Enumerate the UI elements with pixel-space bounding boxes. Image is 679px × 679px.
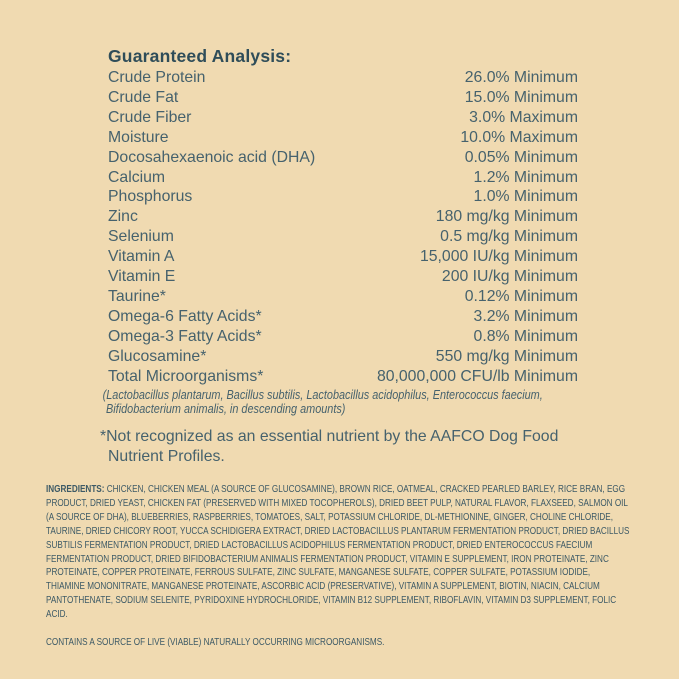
nutrient-value: 550 mg/kg Minimum (435, 347, 578, 365)
nutrient-row (108, 347, 578, 367)
nutrient-value: 10.0% Maximum (460, 128, 578, 146)
nutrient-row (108, 367, 578, 387)
nutrient-value: 80,000,000 CFU/lb Minimum (376, 367, 578, 385)
nutrient-label: Vitamin E (108, 268, 176, 286)
nutrient-row (108, 327, 578, 347)
nutrient-row (108, 68, 578, 88)
aafco-footnote: *Not recognized as an essential nutrient by the AAFCO Dog Food Nutrient Profiles. (100, 428, 559, 465)
nutrient-label: Taurine* (108, 287, 166, 305)
nutrient-label: Crude Fiber (108, 108, 192, 126)
nutrient-value: 1.0% Minimum (473, 188, 578, 206)
nutrient-row (108, 307, 578, 327)
nutrient-value: 15,000 IU/kg Minimum (419, 248, 578, 266)
nutrient-label: Total Microorganisms* (108, 367, 264, 385)
guaranteed-analysis-heading: Guaranteed Analysis: (108, 46, 292, 66)
nutrient-label: Glucosamine* (108, 347, 207, 365)
nutrient-label: Phosphorus (108, 188, 193, 206)
nutrient-value: 1.2% Minimum (473, 168, 578, 186)
nutrient-label: Omega-3 Fatty Acids* (108, 327, 262, 345)
nutrient-value: 15.0% Minimum (464, 88, 578, 106)
nutrient-row (108, 187, 578, 207)
microorganisms-species-note: (Lactobacillus plantarum, Bacillus subtilis, Lactobacillus acidophilus, Enterococcus faecium, Bifidobacterium animalis, in descending amounts) (102, 387, 543, 417)
nutrient-label: Crude Protein (108, 69, 206, 86)
nutrient-label: Selenium (108, 228, 174, 246)
nutrient-row (108, 108, 578, 128)
nutrient-value: 0.12% Minimum (464, 287, 578, 305)
nutrient-row (108, 88, 578, 108)
ingredients-label: INGREDIENTS: (46, 484, 105, 495)
nutrient-row (108, 247, 578, 267)
nutrient-label: Zinc (108, 208, 138, 226)
nutrient-row (108, 148, 578, 168)
nutrient-label: Omega-6 Fatty Acids* (108, 307, 262, 325)
nutrient-label: Docosahexaenoic acid (DHA) (108, 148, 316, 166)
nutrient-value: 180 mg/kg Minimum (435, 208, 578, 226)
nutrient-label: Calcium (108, 168, 166, 186)
ingredients-paragraph (46, 483, 631, 622)
nutrient-row (108, 227, 578, 247)
nutrient-value: 26.0% Minimum (464, 69, 578, 86)
nutrient-row (108, 267, 578, 287)
nutrient-label: Vitamin A (108, 248, 175, 266)
nutrient-value: 3.2% Minimum (473, 307, 578, 325)
nutrient-row (108, 128, 578, 148)
nutrient-row (108, 168, 578, 188)
ingredients-text: CHICKEN, CHICKEN MEAL (A SOURCE OF GLUCOSAMINE), BROWN RICE, OATMEAL, CRACKED PEARLED BARLEY, RICE BRAN, EGG PRODUCT, DRIED YEAST, CHICKEN FAT (PRESERVED WITH MIXED TOCOPHEROLS), DRIED BEET PULP, NATURAL FLAVOR, FLAXSEED, SALMON OIL (A SOURCE OF DHA), BLUEBERRIES, RASPBERRIES, TOMATOES, SALT, POTASSIUM CHLORIDE, DL-METHIONINE, GINGER, CHOLINE CHLORIDE, TAURINE, DRIED CHICORY ROOT, YUCCA SCHIDIGERA EXTRACT, DRIED LACTOBACILLUS PLANTARUM FERMENTATION PRODUCT, DRIED BACILLUS SUBTILIS FERMENTATION PRODUCT, DRIED LACTOBACILLUS ACIDOPHILUS FERMENTATION PRODUCT, DRIED ENTEROCOCCUS FAECIUM FERMENTATION PRODUCT, DRIED BIFIDOBACTERIUM ANIMALIS FERMENTATION PRODUCT, VITAMIN E SUPPLEMENT, IRON PROTEINATE, ZINC PROTEINATE, COPPER PROTEINATE, FERROUS SULFATE, ZINC SULFATE, MANGANESE SULFATE, COPPER SULFATE, POTASSIUM IODIDE, THIAMINE MONONITRATE, MANGANESE PROTEINATE, ASCORBIC ACID (PRESERVATIVE), VITAMIN A SUPPLEMENT, BIOTIN, NIACIN, CALCIUM PANTOTHENATE, SODIUM SELENITE, PYRIDOXINE HYDROCHLORIDE, VITAMIN B12 SUPPLEMENT, RIBOFLAVIN, VITAMIN D3 SUPPLEMENT, FOLIC ACID. (46, 484, 630, 621)
nutrient-label: Crude Fat (108, 88, 179, 106)
nutrient-label: Moisture (108, 128, 169, 146)
nutrient-value: 0.05% Minimum (464, 148, 578, 166)
guaranteed-analysis-section (108, 45, 578, 387)
nutrient-row (108, 207, 578, 227)
nutrient-value: 3.0% Maximum (469, 108, 578, 126)
nutrient-value: 200 IU/kg Minimum (441, 268, 578, 286)
nutrient-row (108, 287, 578, 307)
live-microorganisms-note: CONTAINS A SOURCE OF LIVE (VIABLE) NATURALLY OCCURRING MICROORGANISMS. (46, 637, 385, 648)
nutrient-value: 0.5 mg/kg Minimum (440, 228, 578, 246)
nutrient-value: 0.8% Minimum (473, 327, 578, 345)
